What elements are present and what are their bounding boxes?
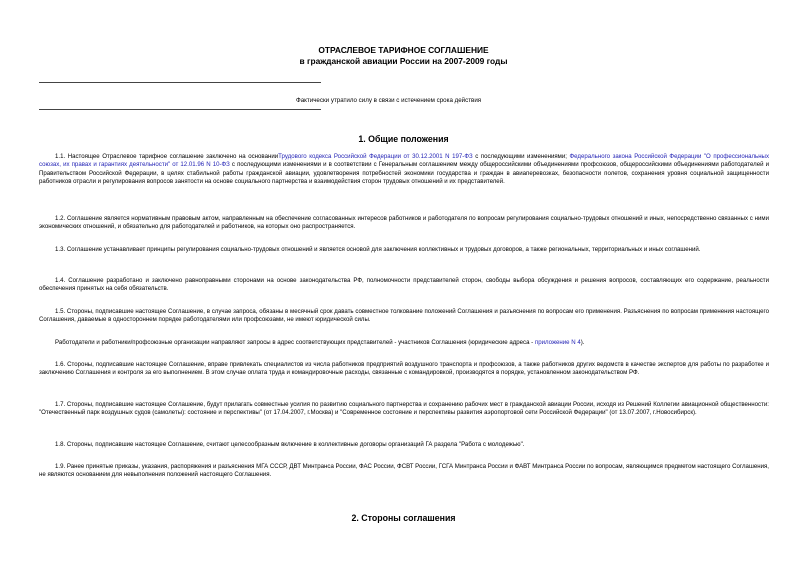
paragraph-text: с последующими изменениями и в соответствии с Генеральным соглашением между общероссийскими объединениями профсоюзов, общероссийскими объединениями работодателей и Правительством Российской Федерации, в целях стабильной работы гражданской авиации, удовлетворения потребностей экономики государства и граждан в авиаперевозках, безопасности полетов, сохранения уровня социальной защищенности работников отрасли и регулирования вопросов занятости на основе социального партнерства и взаимодействия сторон трудовых отношений и их представителей. <box>39 161 769 186</box>
section-2-heading: 2. Стороны соглашения <box>351 513 456 523</box>
paragraph-1-8: 1.8. Стороны, подписавшие настоящее Соглашение, считают целесообразным включение в коллективные договоры организаций ГА раздела "Работа с молодежью". <box>55 441 525 448</box>
paragraph-1-7: 1.7. Стороны, подписавшие настоящее Соглашение, будут прилагать совместные усилия по развитию социального партнерства и сохранению рабочих мест в гражданской авиации России, исходя из Решений Коллегии авиационной общественности: "Отечественный парк воздушных судов (самолеты): состояние и перспективы" (от 17.04.2007, г.Москва) и "Современное состояние и перспективы развития аэропортовой сети Российской Федерации" (от 13.07.2007, г.Новосибирск). <box>39 401 769 417</box>
divider-bottom <box>39 109 321 110</box>
document-subtitle: в гражданской авиации России на 2007-2009 годы <box>299 56 508 66</box>
appendix-4-link[interactable]: приложение N 4 <box>534 339 581 346</box>
trade-union-law-link[interactable]: Федерального закона Российской Федерации "О профессиональных союзах, их правах и гарантиях деятельности" от 12.01.96 N 10-ФЗ <box>39 153 769 169</box>
divider-top <box>39 82 321 83</box>
paragraph-text: 1.1. Настоящее Отраслевое тарифное соглашение заключено на основании <box>55 153 279 160</box>
paragraph-1-1 <box>39 153 769 187</box>
paragraph-1-9: 1.9. Ранее принятые приказы, указания, распоряжения и разъяснения МГА СССР, ДВТ Минтранса России, ФАС России, ФСВТ России, ГСГА Минтранса России и ФАВТ Минтранса России по вопросам, являющимся предметом настоящего Соглашения, не являются основанием для невыполнения положений настоящего Соглашения. <box>39 463 769 479</box>
paragraph-1-2: 1.2. Соглашение является нормативным правовым актом, направленным на обеспечение согласованных интересов работников и работодателя по вопросам регулирования социально-трудовых отношений и иных, непосредственно связанных с ними экономических отношений, и обязательно для работодателей и работников, на которых оно распространяется. <box>39 215 769 231</box>
section-1-heading: 1. Общие положения <box>358 134 449 144</box>
paragraph-1-4: 1.4. Соглашение разработано и заключено равноправными сторонами на основе законодательства РФ, полномочности представителей сторон, свободы выбора обсуждения и решения вопросов, составляющих его содержание, реальности обеспечения принятых на себя обязательств. <box>39 277 769 293</box>
paragraph-1-5-addresses <box>39 339 769 347</box>
document-title: ОТРАСЛЕВОЕ ТАРИФНОЕ СОГЛАШЕНИЕ <box>318 45 489 55</box>
paragraph-text: с последующими изменениями; <box>472 153 570 160</box>
status-note: Фактически утратило силу в связи с истечением срока действия <box>296 97 482 104</box>
paragraph-1-3: 1.3. Соглашение устанавливает принципы регулирования социально-трудовых отношений и является основой для заключения коллективных и трудовых договоров, а также региональных, территориальных и иных соглашений. <box>55 246 701 253</box>
paragraph-1-6: 1.6. Стороны, подписавшие настоящее Соглашение, вправе привлекать специалистов из числа работников предприятий воздушного транспорта и профсоюзов, а также работников других ведомств в качестве экспертов для работы по разработке и заключению Соглашения и контроля за его выполнением. В этом случае оплата труда и командировочные расходы, связанные с командировкой, производятся в порядке, установленном законодательством РФ. <box>39 361 769 377</box>
labor-code-link[interactable]: Трудового кодекса Российской Федерации от 30.12.2001 N 197-ФЗ <box>278 153 473 160</box>
paragraph-text: ). <box>580 339 585 346</box>
paragraph-1-5: 1.5. Стороны, подписавшие настоящее Соглашение, в случае запроса, обязаны в месячный срок давать совместное толкование положений Соглашения и разъяснения по вопросам его применения. Разъяснения по вопросам применения настоящего Соглашения, даваемые в одностороннем порядке работодателями или профсоюзами, не имеют юридической силы. <box>39 308 769 324</box>
paragraph-text: Работодатели и работники/профсоюзные организации направляют запросы в адрес соответствующих представителей - участников Соглашения (юридические адреса - <box>55 339 535 346</box>
